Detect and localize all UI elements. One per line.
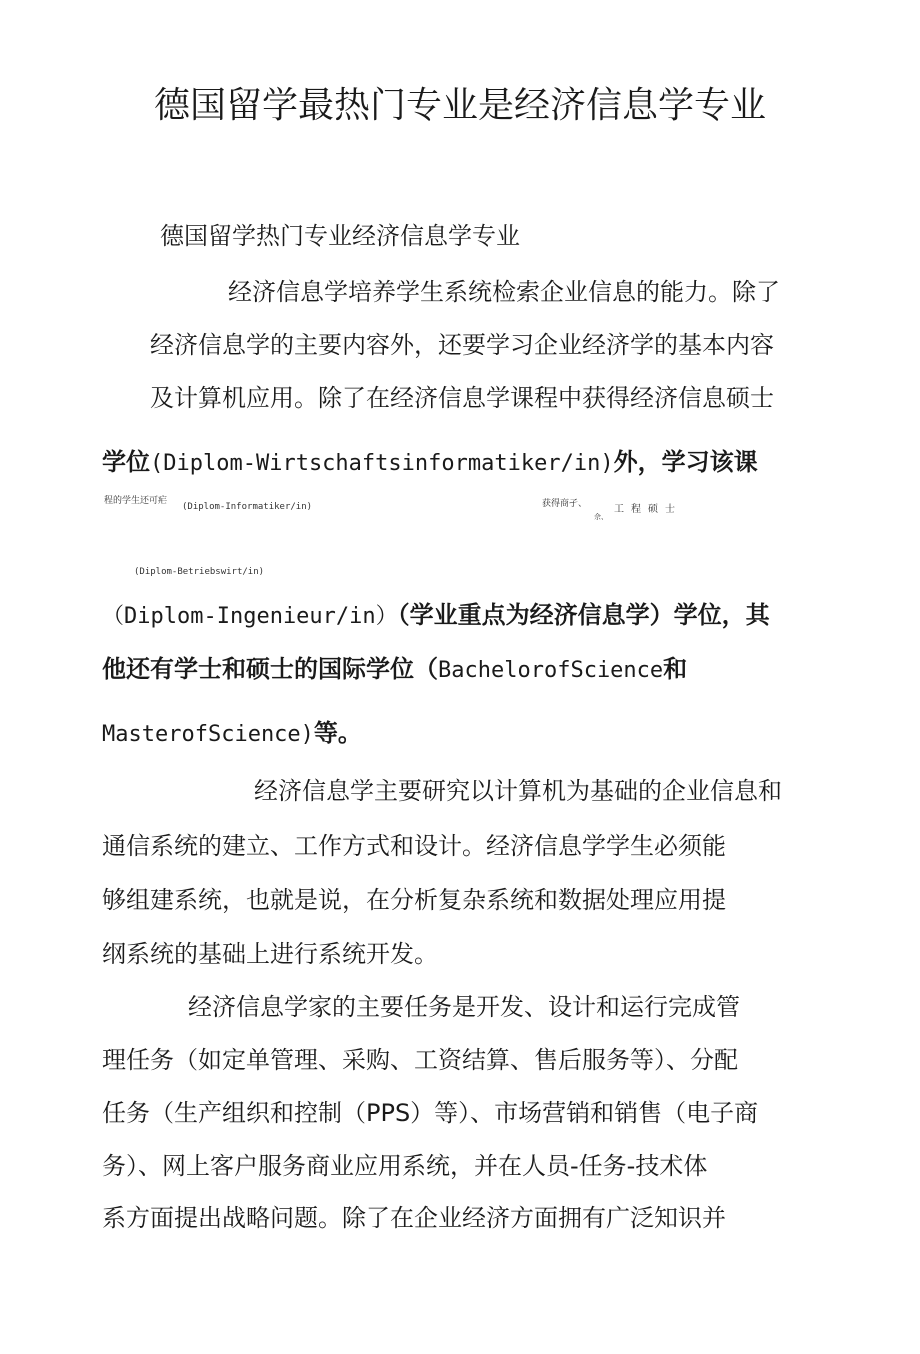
p1-line3: 及计算机应用。除了在经济信息学课程中获得经济信息硕士: [150, 384, 774, 412]
p2-line3: 够组建系统，也就是说，在分析复杂系统和数据处理应用提: [102, 886, 726, 914]
p1-line4-a: 学位: [102, 448, 150, 476]
p1-line6: [102, 657, 687, 682]
p3-line1: 经济信息学家的主要任务是开发、设计和运行完成管: [188, 993, 740, 1021]
tiny-text-2: (Diplom-Informatiker/in): [182, 502, 313, 512]
p3-line2: 理任务（如定单管理、采购、工资结算、售后服务等）、分配: [102, 1046, 738, 1074]
p1-line4-c: 外，学习该课: [613, 448, 758, 476]
p1-line5: [102, 603, 770, 628]
p2-line4: 纲系统的基础上进行系统开发。: [102, 940, 438, 968]
p1-line4: [102, 450, 758, 475]
tiny-text-6: (Diplom-Betriebswirt/in): [134, 567, 265, 577]
p1-line7: [102, 721, 362, 746]
p1-line5-b: （学业重点为经济信息学）学位，其: [397, 601, 770, 629]
tiny-text-4: 工程硕士: [614, 504, 682, 515]
p3-line4: 务）、网上客户服务商业应用系统，并在人员-任务-技术体: [102, 1152, 708, 1180]
p1-line1: 经济信息学培养学生系统检索企业信息的能力。除了: [228, 278, 780, 306]
tiny-text-5: 佘、: [594, 513, 608, 521]
p1-line7-b: 等。: [313, 719, 362, 747]
p1-line7-a: MasterofScience): [102, 722, 314, 747]
p1-line6-b: BachelorofScience: [438, 658, 664, 683]
p1-line4-b: (Diplom-Wirtschaftsinformatiker/in): [150, 451, 614, 476]
p1-line6-c: 和: [663, 655, 688, 683]
p2-line1: 经济信息学主要研究以计算机为基础的企业信息和: [254, 777, 782, 805]
tiny-text-3: 获得商孑、: [542, 499, 588, 509]
document-title: 德国留学最热门专业是经济信息学专业: [153, 85, 766, 126]
tiny-text-1: 程的学生还可疟: [104, 496, 168, 506]
p1-line6-a: 他还有学士和硕士的国际学位（: [102, 655, 438, 683]
p3-line3: 任务（生产组织和控制（PPS）等）、市场营销和销售（电子商: [102, 1099, 759, 1127]
p3-line5: 系方面提出战略问题。除了在企业经济方面拥有广泛知识并: [102, 1204, 726, 1232]
p2-line2: 通信系统的建立、工作方式和设计。经济信息学学生必须能: [102, 832, 726, 860]
document-subtitle: 德国留学热门专业经济信息学专业: [160, 222, 520, 250]
p1-line2: 经济信息学的主要内容外，还要学习企业经济学的基本内容: [150, 331, 774, 359]
p1-line5-a: （Diplom-Ingenieur/in）: [102, 604, 398, 629]
